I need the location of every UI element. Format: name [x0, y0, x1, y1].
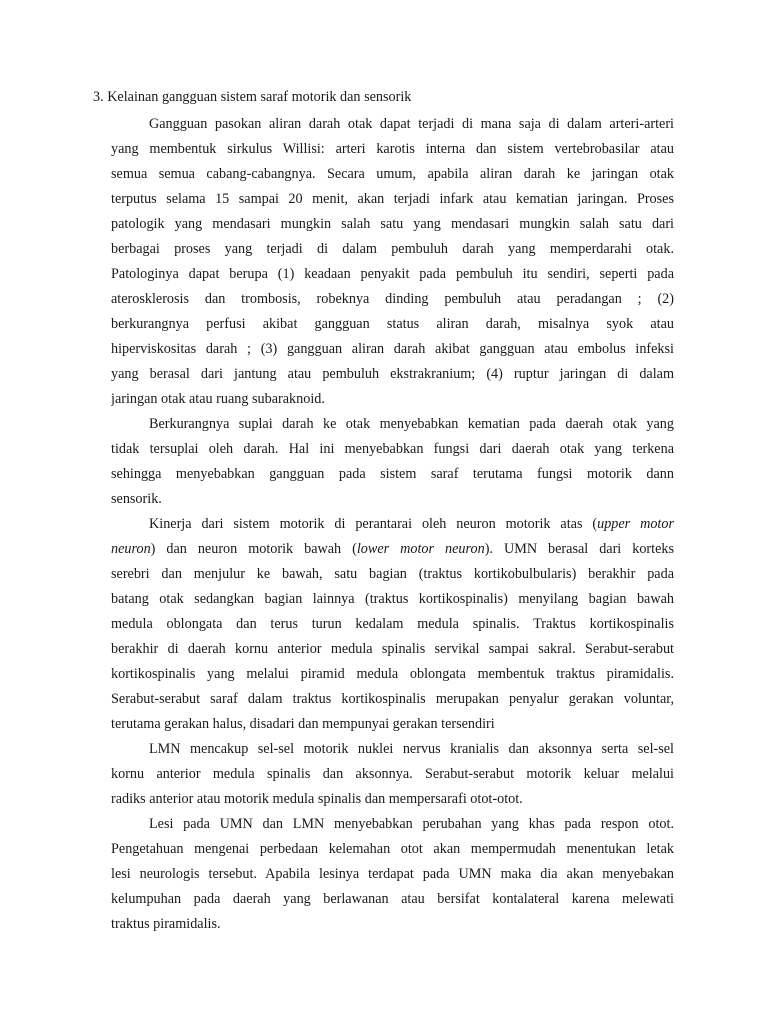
text-run: Kinerja dari sistem motorik di perantarai oleh neuron motorik atas (	[149, 516, 598, 532]
paragraph-line: Serabut-serabut saraf dalam traktus kortikospinalis merupakan penyalur gerakan voluntar,	[111, 691, 674, 707]
paragraph-line: serebri dan menjulur ke bawah, satu bagian (traktus kortikobulbularis) berakhir pada	[111, 566, 674, 582]
paragraph-line: yang membentuk sirkulus Willisi: arteri karotis interna dan sistem vertebrobasilar atau	[111, 141, 674, 157]
paragraph-line: traktus piramidalis.	[111, 916, 221, 932]
paragraph-line	[111, 537, 674, 562]
paragraph-line: Gangguan pasokan aliran darah otak dapat terjadi di mana saja di dalam arteri-arteri	[149, 116, 674, 132]
paragraph-line: medula oblongata dan terus turun kedalam medula spinalis. Traktus kortikospinalis	[111, 616, 674, 632]
paragraph-5	[111, 812, 674, 937]
paragraph-line: batang otak sedangkan bagian lainnya (traktus kortikospinalis) menyilang bagian bawah	[111, 591, 674, 607]
paragraph-4	[111, 737, 674, 812]
paragraph-line: patologik yang mendasari mungkin salah satu yang mendasari mungkin salah satu dari	[111, 216, 674, 232]
paragraph-3	[111, 512, 674, 737]
paragraph-line: sensorik.	[111, 491, 162, 507]
paragraph-2	[111, 412, 674, 512]
paragraph-line: hiperviskositas darah ; (3) gangguan aliran darah akibat gangguan atau embolus infeksi	[111, 341, 674, 357]
body-text	[111, 112, 674, 937]
paragraph-line: Patologinya dapat berupa (1) keadaan penyakit pada pembuluh itu sendiri, seperti pada	[111, 266, 674, 282]
paragraph-line: berakhir di daerah kornu anterior medula spinalis servikal sampai sakral. Serabut-serabut	[111, 641, 674, 657]
paragraph-line: terutama gerakan halus, disadari dan mempunyai gerakan tersendiri	[111, 716, 495, 732]
paragraph-line: semua semua cabang-cabangnya. Secara umum, apabila aliran darah ke jaringan otak	[111, 166, 674, 182]
paragraph-line: Berkurangnya suplai darah ke otak menyebabkan kematian pada daerah otak yang	[149, 416, 674, 432]
italic-term: upper motor	[597, 516, 674, 532]
paragraph-line: lesi neurologis tersebut. Apabila lesinya terdapat pada UMN maka dia akan menyebakan	[111, 866, 674, 882]
paragraph-line: yang berasal dari jantung atau pembuluh ekstrakranium; (4) ruptur jaringan di dalam	[111, 366, 674, 382]
paragraph-1	[111, 112, 674, 412]
paragraph-line: kortikospinalis yang melalui piramid medula oblongata membentuk traktus piramidalis.	[111, 666, 674, 682]
paragraph-line: aterosklerosis dan trombosis, robeknya dinding pembuluh atau peradangan ; (2)	[111, 291, 674, 307]
paragraph-line: radiks anterior atau motorik medula spinalis dan mempersarafi otot-otot.	[111, 791, 523, 807]
text-run: ). UMN berasal dari korteks	[484, 541, 674, 557]
paragraph-line: berbagai proses yang terjadi di dalam pembuluh darah yang memperdarahi otak.	[111, 241, 674, 257]
paragraph-line: Pengetahuan mengenai perbedaan kelemahan otot akan mempermudah menentukan letak	[111, 841, 674, 857]
paragraph-line: tidak tersuplai oleh darah. Hal ini menyebabkan fungsi dari daerah otak yang terkena	[111, 441, 674, 457]
paragraph-line: LMN mencakup sel-sel motorik nuklei nervus kranialis dan aksonnya serta sel-sel	[149, 741, 674, 757]
italic-term: neuron	[111, 541, 151, 557]
italic-term: lower motor neuron	[356, 541, 485, 557]
section-heading: 3. Kelainan gangguan sistem saraf motorik dan sensorik	[93, 89, 412, 105]
paragraph-line: sehingga menyebabkan gangguan pada sistem saraf terutama fungsi motorik dann	[111, 466, 674, 482]
paragraph-line: kelumpuhan pada daerah yang berlawanan atau bersifat kontalateral karena melewati	[111, 891, 674, 907]
paragraph-line: kornu anterior medula spinalis dan aksonnya. Serabut-serabut motorik keluar melalui	[111, 766, 674, 782]
paragraph-line: jaringan otak atau ruang subaraknoid.	[111, 391, 325, 407]
paragraph-line: Lesi pada UMN dan LMN menyebabkan perubahan yang khas pada respon otot.	[149, 816, 674, 832]
paragraph-line	[111, 512, 674, 537]
paragraph-line: berkurangnya perfusi akibat gangguan status aliran darah, misalnya syok atau	[111, 316, 674, 332]
paragraph-line: terputus selama 15 sampai 20 menit, akan terjadi infark atau kematian jaringan. Proses	[111, 191, 674, 207]
text-run: ) dan neuron motorik bawah (	[150, 541, 357, 557]
